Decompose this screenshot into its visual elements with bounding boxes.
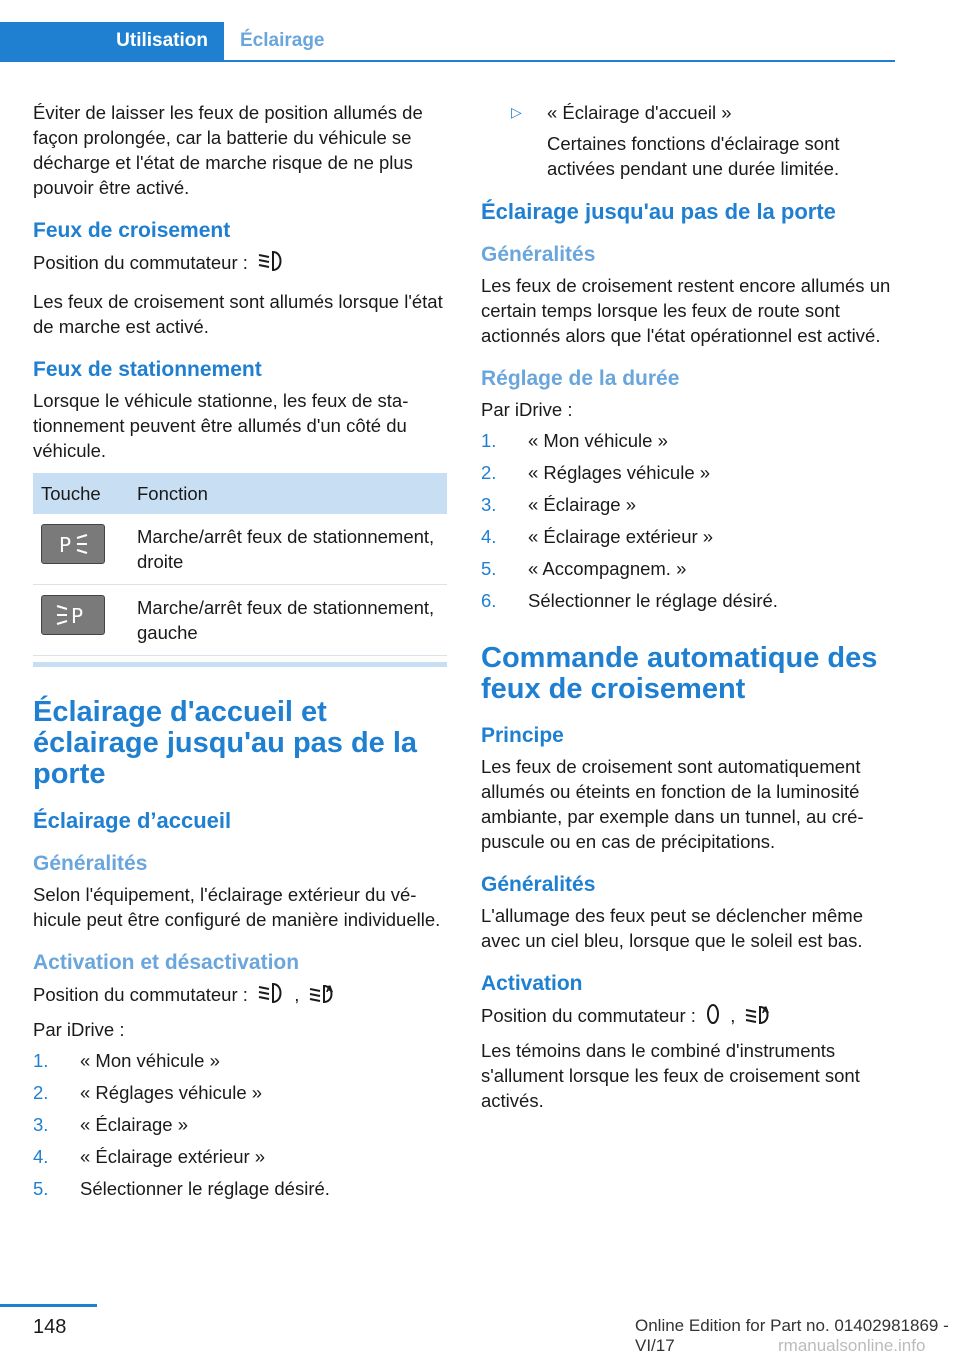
right-steps-list [481,428,895,613]
switch-label: Position du commutateur : [33,251,248,273]
tab-utilisation[interactable]: Utilisation [0,22,224,60]
activation-text: Les témoins dans le combiné d'instruments s'allument lorsque les feux de croisement sont activés. [481,1040,860,1111]
step-text: « Éclairage extérieur » [80,1146,266,1167]
list-item [481,588,895,613]
parking-left-button-icon [41,595,105,635]
page-number: 148 [33,1316,67,1338]
auto-headlight-icon [744,1002,772,1032]
general2-text: L'allumage des feux peut se déclencher même avec un ciel bleu, lorsque que le soleil est bas. [481,905,863,951]
edition-text: Online Edition for Part no. 01402981869 - VI/17 [635,1316,949,1355]
step-number: 1. [481,430,497,451]
left-steps-list [33,1048,447,1201]
low-beam-text: Les feux de croisement sont allumés lorsque l'état de marche est activé. [33,291,443,337]
step-text: Sélectionner le réglage désiré. [528,590,778,611]
list-item [33,1112,447,1137]
table-header-row [33,473,447,514]
duration-idrive: Par iDrive : [481,399,573,420]
principle-heading: Principe [481,724,564,747]
auto-headlight-icon [308,981,336,1011]
list-item [33,1144,447,1169]
step-text: « Accompagnem. » [528,558,687,579]
list-item [33,1048,447,1073]
separator: , [294,983,300,1005]
general-heading: Généralités [33,852,148,875]
svg-text:P: P [59,533,72,556]
list-item [33,1080,447,1105]
table-cell-function: Marche/arrêt feux de stationnement, gauche [129,585,447,656]
activation-idrive: Par iDrive : [33,1019,125,1040]
list-item [481,524,895,549]
zero-position-icon [705,1002,721,1032]
step-text: Sélectionner le réglage désiré. [80,1178,330,1199]
table-row [33,585,447,656]
general-text: Selon l'équipement, l'éclairage extérieur du véhicule peut être configuré de manière individuelle. [33,884,441,930]
right-column [481,100,895,1123]
table-cell-key [33,585,129,656]
step-text: « Éclairage » [80,1114,188,1135]
welcome-heading: Éclairage d'accueil et éclairage jusqu'au pas de la porte [33,696,418,790]
general2-heading: Généralités [481,873,596,896]
list-item [33,1176,447,1201]
step-number: 3. [481,494,497,515]
svg-text:A: A [326,985,334,995]
arrow-item-label: « Éclairage d'accueil » [547,102,732,123]
table-cell-key [33,514,129,585]
duration-heading: Réglage de la durée [481,367,680,390]
activation-switch-line [481,1002,895,1032]
welcome-arrow-item [481,100,895,181]
step-number: 5. [33,1178,49,1199]
low-beam-icon [257,249,285,279]
intro-paragraph: Éviter de laisser les feux de position allumés de façon prolongée, car la batterie du véhicule se décharge et l'état de marche risque de ne plus pouvoir être activé. [33,102,423,198]
list-item [481,556,895,581]
low-beam-switch-line [33,249,447,279]
svg-text:P: P [71,604,84,627]
footer-rule [0,1304,97,1307]
activation-heading: Activation et désactivation [33,951,300,974]
parking-right-button-icon [41,524,105,564]
list-item [481,492,895,517]
general-heading: Généralités [481,243,596,266]
header-tab-bar [0,22,895,62]
parking-table [33,473,447,656]
svg-text:A: A [762,1006,770,1016]
table-row [33,514,447,585]
welcome-subheading: Éclairage d’accueil [33,808,232,833]
general-text: Les feux de croisement restent encore allumés un certain temps lorsque les feux de route sont actionnés alors que l'état opérationnel est activé. [481,275,891,346]
switch-label: Position du commutateur : [33,983,248,1005]
step-number: 4. [33,1146,49,1167]
watermark-text: rmanualsonline.info [778,1336,926,1355]
step-text: « Réglages véhicule » [80,1082,263,1103]
table-bottom-rule [33,662,447,667]
step-text: « Mon véhicule » [80,1050,220,1071]
separator: , [730,1004,736,1026]
auto-heading: Commande automatique des feux de croisement [481,642,878,705]
parking-heading: Feux de stationnement [33,358,262,381]
step-text: « Mon véhicule » [528,430,668,451]
step-text: « Réglages véhicule » [528,462,711,483]
step-number: 6. [481,590,497,611]
table-cell-function: Marche/arrêt feux de stationnement, droite [129,514,447,585]
low-beam-heading: Feux de croisement [33,219,231,242]
tab-eclairage[interactable]: Éclairage [240,30,325,51]
activation-switch-line [33,981,447,1011]
step-number: 4. [481,526,497,547]
switch-label: Position du commutateur : [481,1004,696,1026]
door-heading: Éclairage jusqu'au pas de la porte [481,199,836,224]
step-number: 5. [481,558,497,579]
table-header-fonction: Fonction [129,473,447,514]
principle-text: Les feux de croisement sont automatiquement allumés ou éteints en fonction de la luminosité ambiante, par exemple dans un tunnel, au crépuscule ou en cas de précipitations. [481,756,864,852]
arrow-icon: ▷ [511,104,522,120]
step-text: « Éclairage » [528,494,636,515]
parking-text: Lorsque le véhicule stationne, les feux de stationnement peuvent être allumés d'un côté du véhicule. [33,390,409,461]
table-header-touche: Touche [33,473,129,514]
step-text: « Éclairage extérieur » [528,526,714,547]
activation-heading: Activation [481,972,583,995]
list-item [481,460,895,485]
step-number: 2. [33,1082,49,1103]
list-item [481,428,895,453]
low-beam-icon [257,981,285,1011]
arrow-item-text: Certaines fonctions d'éclairage sont activées pendant une durée limitée. [547,133,840,179]
left-column [33,100,447,1211]
step-number: 2. [481,462,497,483]
step-number: 1. [33,1050,49,1071]
step-number: 3. [33,1114,49,1135]
